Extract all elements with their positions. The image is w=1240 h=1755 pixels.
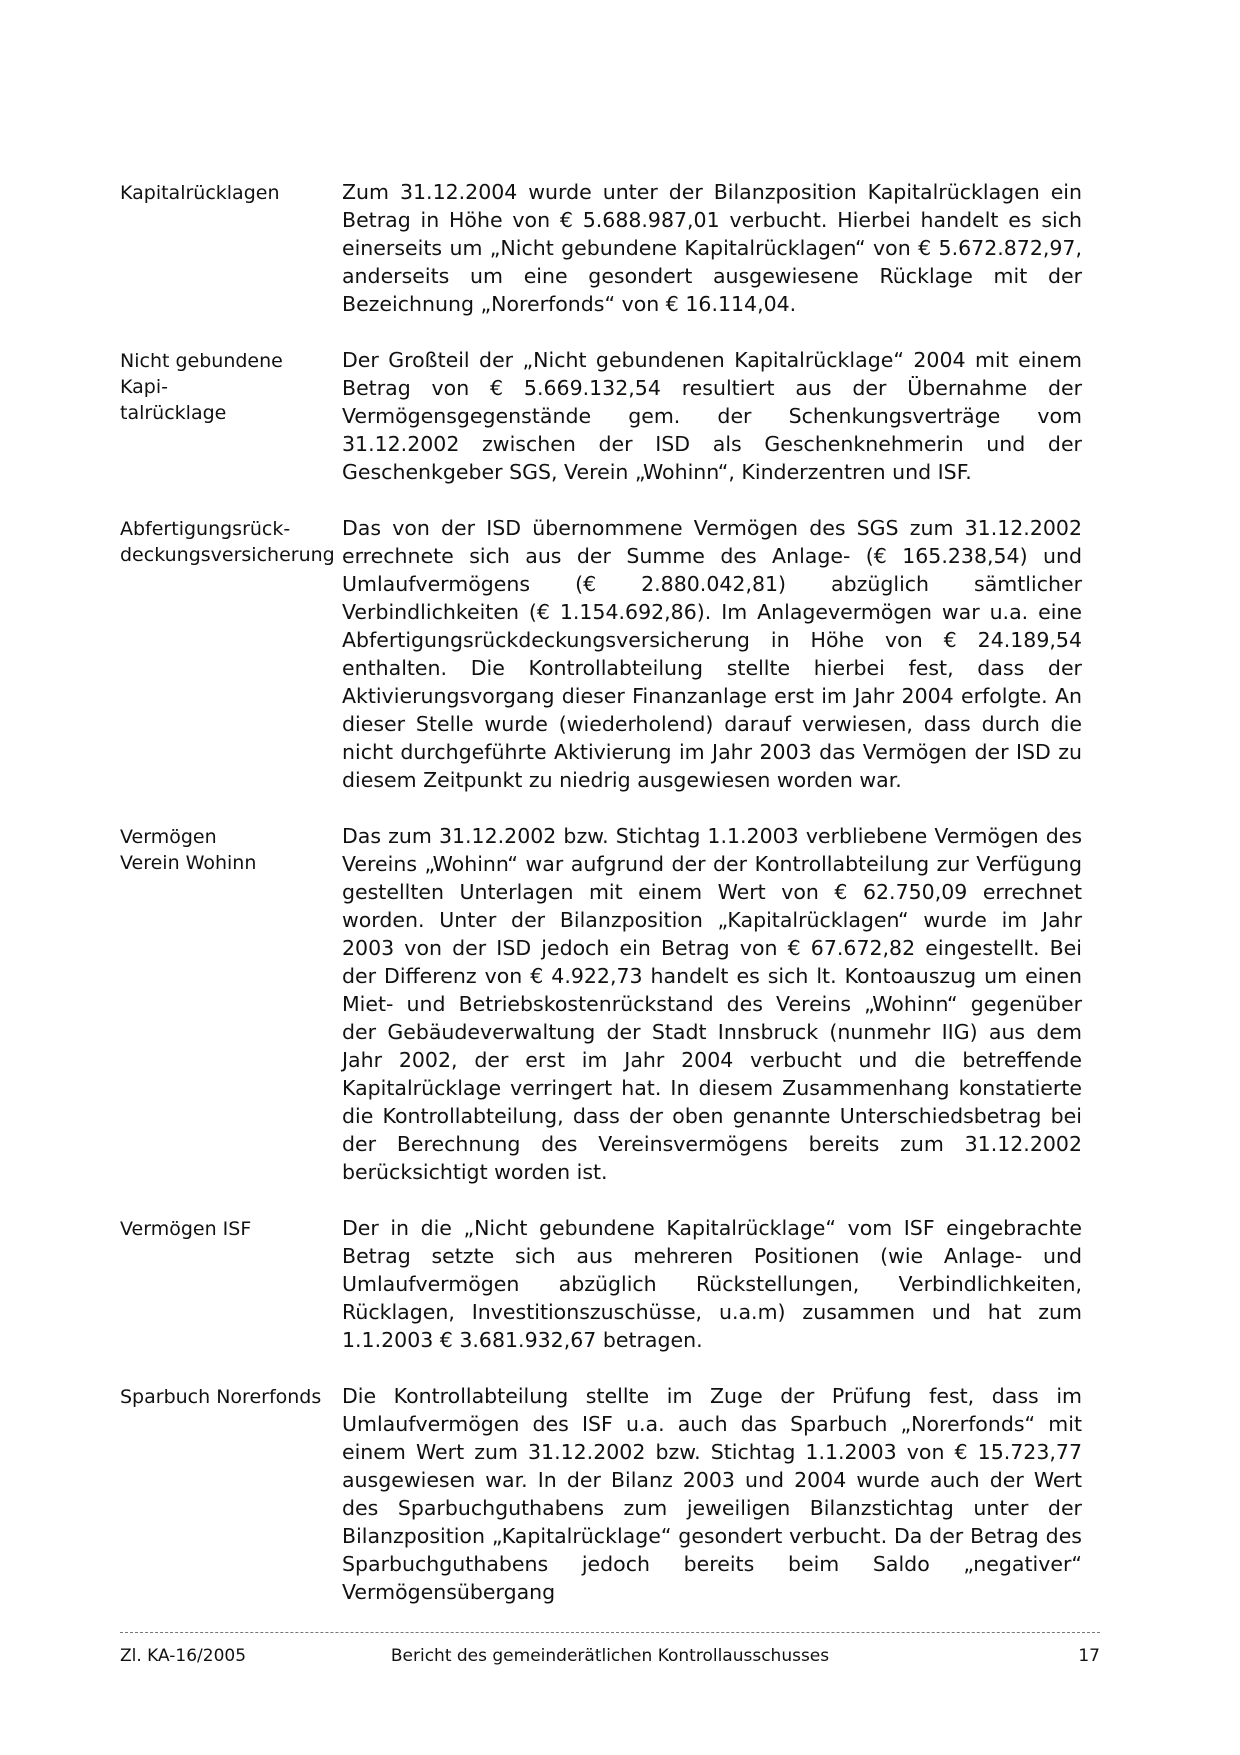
section-sparbuch-norerfonds xyxy=(120,1382,1100,1606)
section-text: Der Großteil der „Nicht gebundenen Kapitalrücklage“ 2004 mit einem Betrag von € 5.669.132,54 resultiert aus der Übernahme der Vermögensgegenstände gem. der Schenkungsverträge vom 31.12.2002 zwischen der ISD als Geschenknehmerin und der Geschenkgeber SGS, Verein „Wohinn“, Kinderzentren und ISF. xyxy=(342,348,1082,484)
section-vermoegen-isf xyxy=(120,1214,1100,1354)
page-footer xyxy=(120,1632,1100,1667)
section-abfertigungsrueckdeckungsversicherung xyxy=(120,514,1100,794)
side-label-line: Sparbuch Norerfonds xyxy=(120,1386,322,1408)
section-text: Das zum 31.12.2002 bzw. Stichtag 1.1.2003 verbliebene Vermögen des Vereins „Wohinn“ war aufgrund der der Kontrollabteilung zur Verfügung gestellten Unterlagen mit einem Wert von € 62.750,09 errechnet worden. Unter der Bilanzposition „Kapitalrücklagen“ wurde im Jahr 2003 von der ISD jedoch ein Betrag von € 67.672,82 eingestellt. Bei der Differenz von € 4.922,73 handelt es sich lt. Kontoauszug um einen Miet- und Betriebskostenrückstand des Vereins „Wohinn“ gegenüber der Gebäudeverwaltung der Stadt Innsbruck (nunmehr IIG) aus dem Jahr 2002, der erst im Jahr 2004 verbucht und die betreffende Kapitalrücklage verringert hat. In diesem Zusammenhang konstatierte die Kontrollabteilung, dass der oben genannte Unterschiedsbetrag bei der Berechnung des Vereinsvermögens bereits zum 31.12.2002 berücksichtigt worden ist. xyxy=(342,824,1082,1184)
side-label xyxy=(120,514,342,568)
side-label xyxy=(120,178,342,206)
side-label-line: Kapitalrücklagen xyxy=(120,182,280,204)
side-label-line: talrücklage xyxy=(120,402,227,424)
side-label xyxy=(120,1214,342,1242)
side-label-line: Vermögen ISF xyxy=(120,1218,252,1240)
side-label xyxy=(120,822,342,876)
section-nicht-gebundene-kapitalruecklage xyxy=(120,346,1100,486)
section-text: Das von der ISD übernommene Vermögen des SGS zum 31.12.2002 errechnete sich aus der Summe des Anlage- (€ 165.238,54) und Umlaufvermögens (€ 2.880.042,81) abzüglich sämtlicher Verbindlichkeiten (€ 1.154.692,86). Im Anlagevermögen war u.a. eine Abfertigungsrückdeckungsversicherung in Höhe von € 24.189,54 enthalten. Die Kontrollabteilung stellte hierbei fest, dass der Aktivierungsvorgang dieser Finanzanlage erst im Jahr 2004 erfolgte. An dieser Stelle wurde (wiederholend) darauf verwiesen, dass durch die nicht durchgeführte Aktivierung im Jahr 2003 das Vermögen der ISD zu diesem Zeitpunkt zu niedrig ausgewiesen worden war. xyxy=(342,516,1082,792)
side-label-line: deckungsversicherung xyxy=(120,544,335,566)
sections xyxy=(120,178,1100,1634)
section-vermoegen-verein-wohinn xyxy=(120,822,1100,1186)
section-kapitalruecklagen xyxy=(120,178,1100,318)
page-number: 17 xyxy=(1078,1646,1100,1666)
side-label-line: Nicht gebundene Kapi- xyxy=(120,350,283,398)
footer-reference: Zl. KA-16/2005 xyxy=(120,1646,247,1666)
side-label-line: Vermögen xyxy=(120,826,217,848)
footer-title: Bericht des gemeinderätlichen Kontrollausschusses xyxy=(390,1646,830,1666)
section-text: Zum 31.12.2004 wurde unter der Bilanzposition Kapitalrücklagen ein Betrag in Höhe von € 5.688.987,01 verbucht. Hierbei handelt es sich einerseits um „Nicht gebundene Kapitalrücklagen“ von € 5.672.872,97, anderseits um eine gesondert ausgewiesene Rücklage mit der Bezeichnung „Norerfonds“ von € 16.114,04. xyxy=(342,180,1082,316)
side-label-line: Abfertigungsrück- xyxy=(120,518,291,540)
footer-row xyxy=(120,1633,1100,1667)
section-text: Die Kontrollabteilung stellte im Zuge der Prüfung fest, dass im Umlaufvermögen des ISF u.a. auch das Sparbuch „Norerfonds“ mit einem Wert zum 31.12.2002 bzw. Stichtag 1.1.2003 von € 15.723,77 ausgewiesen war. In der Bilanz 2003 und 2004 wurde auch der Wert des Sparbuchguthabens zum jeweiligen Bilanzstichtag unter der Bilanzposition „Kapitalrücklage“ gesondert verbucht. Da der Betrag des Sparbuchguthabens jedoch bereits beim Saldo „negativer“ Vermögensübergang xyxy=(342,1384,1082,1604)
section-text: Der in die „Nicht gebundene Kapitalrücklage“ vom ISF eingebrachte Betrag setzte sich aus mehreren Positionen (wie Anlage- und Umlaufvermögen abzüglich Rückstellungen, Verbindlichkeiten, Rücklagen, Investitionszuschüsse, u.a.m) zusammen und hat zum 1.1.2003 € 3.681.932,67 betragen. xyxy=(342,1216,1082,1352)
side-label-line: Verein Wohinn xyxy=(120,852,257,874)
side-label xyxy=(120,346,342,426)
side-label xyxy=(120,1382,342,1410)
